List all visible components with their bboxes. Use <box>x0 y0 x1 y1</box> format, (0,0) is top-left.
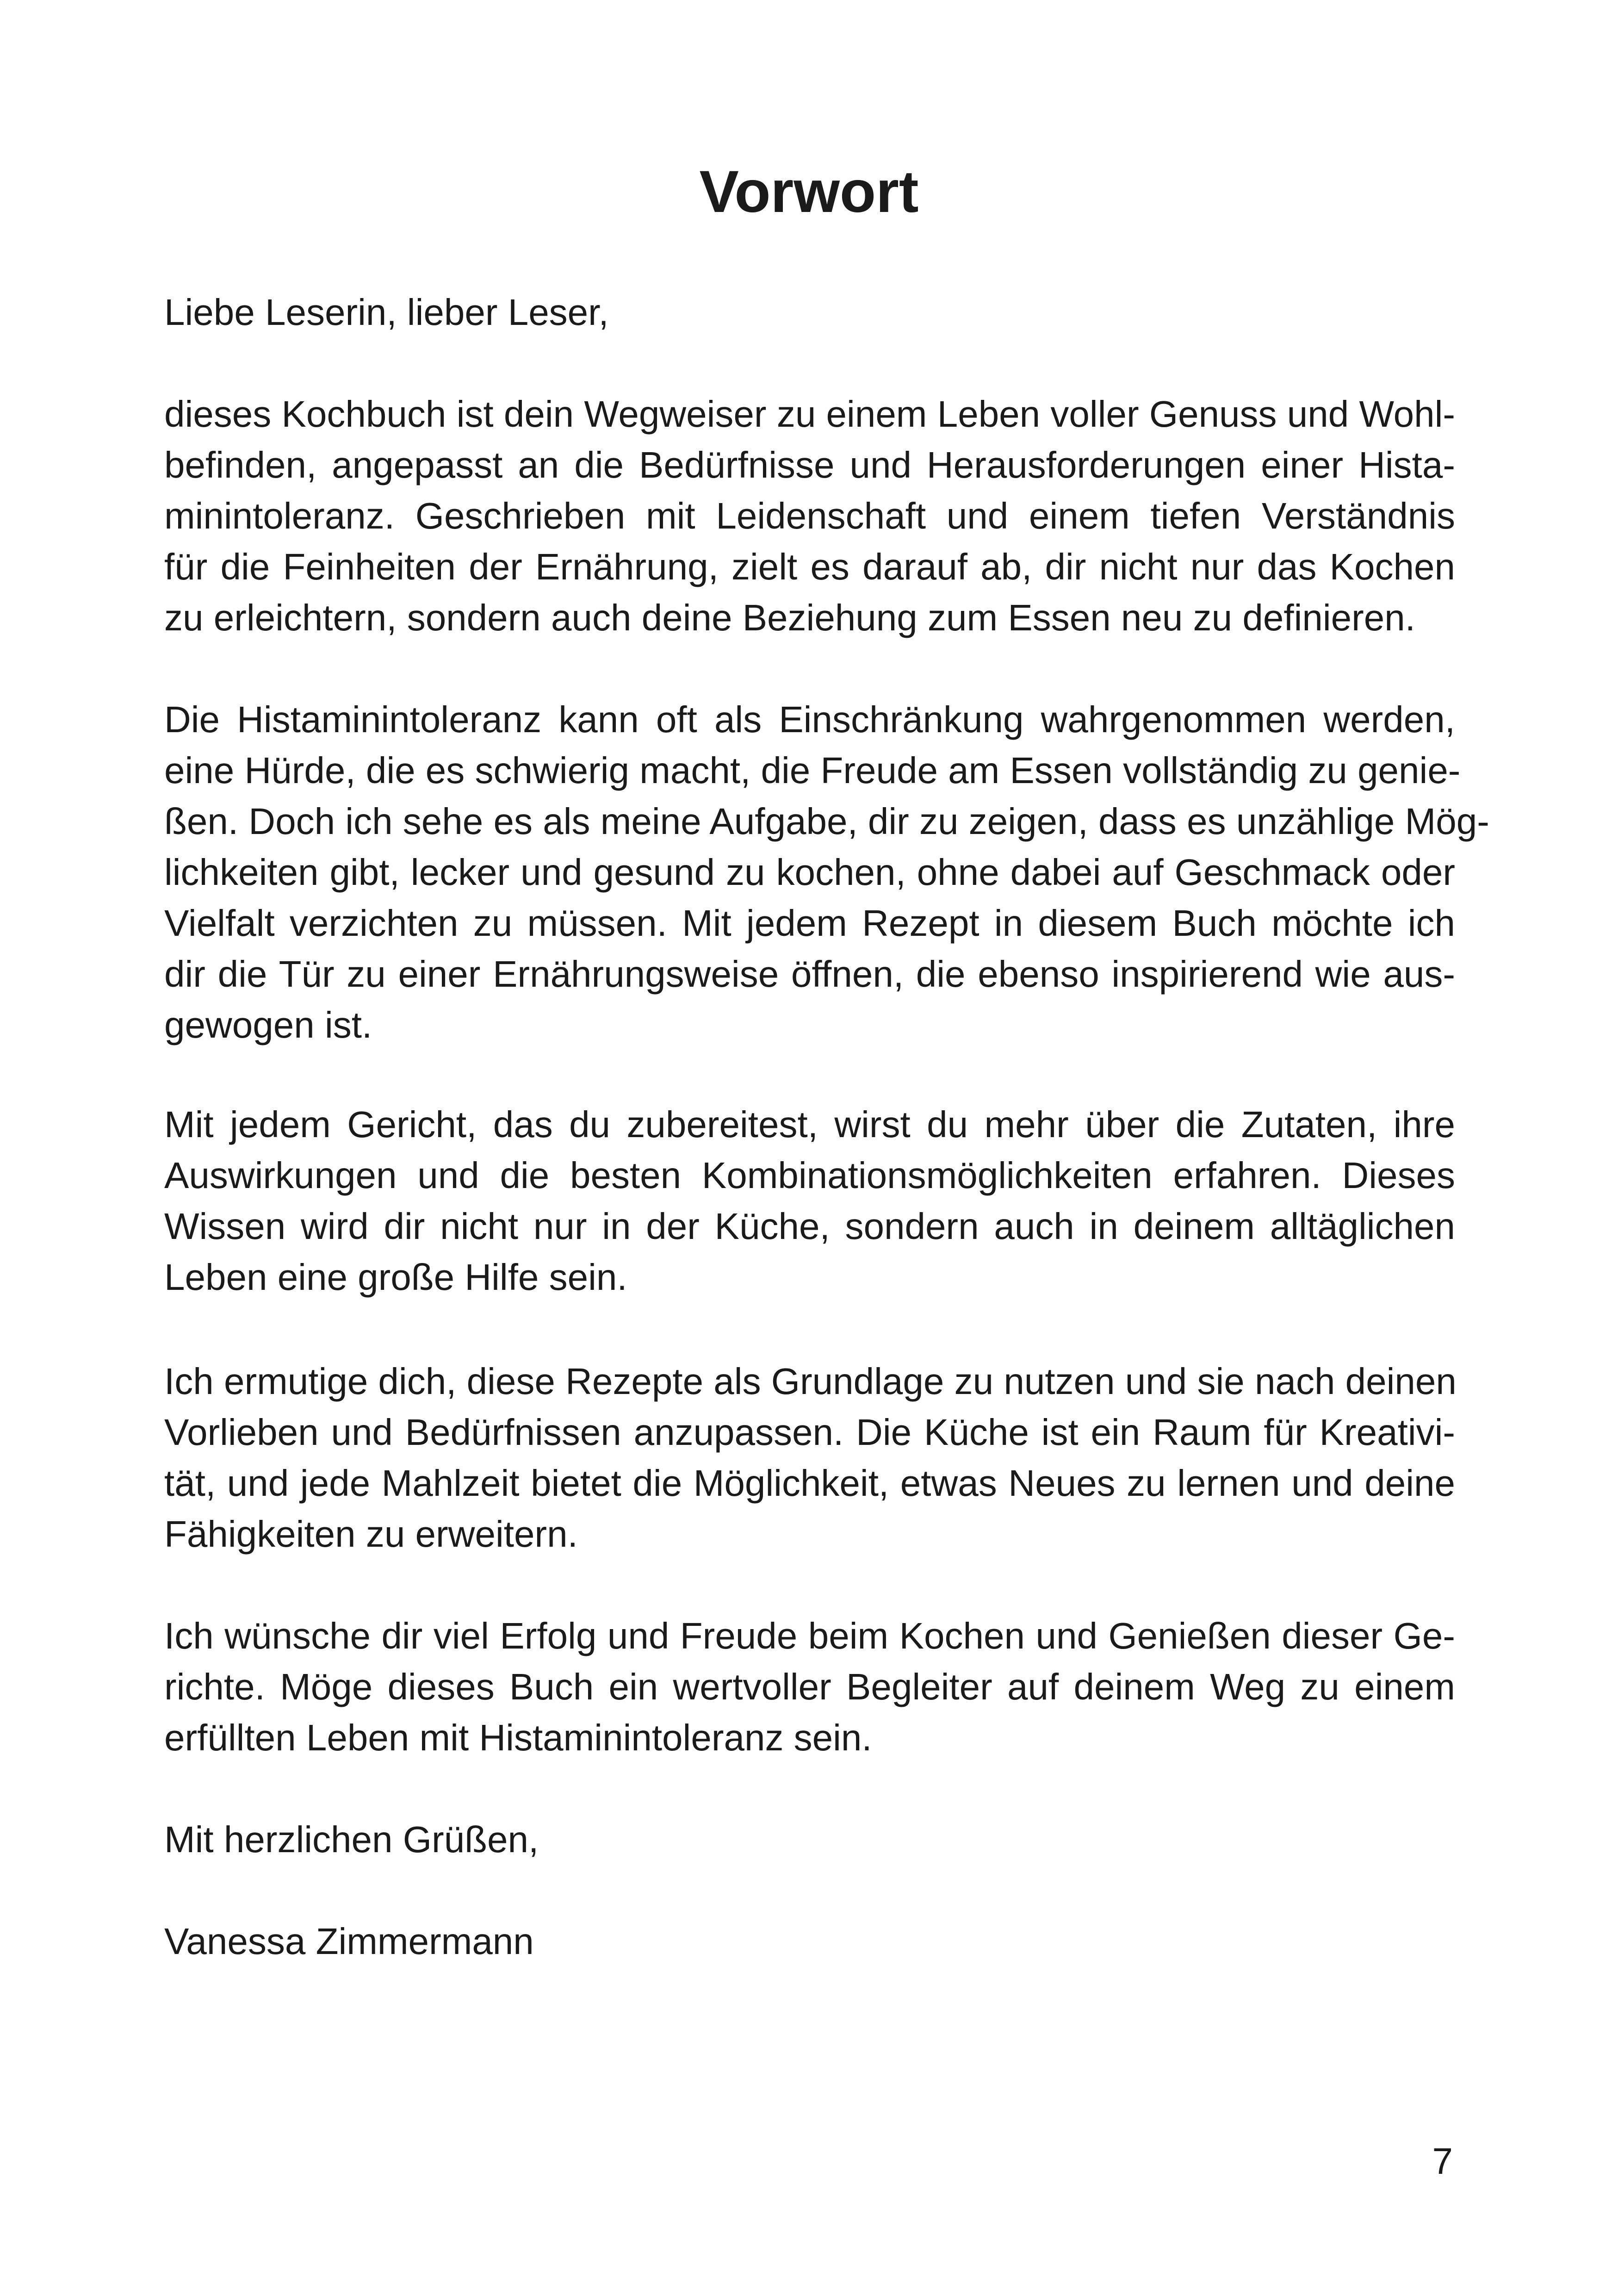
paragraph-2 <box>164 694 1489 1051</box>
paragraph-line: dieses Kochbuch ist dein Wegweiser zu einem Leben voller Genuss und Wohl- <box>164 393 1455 435</box>
paragraph-line: Wissen wird dir nicht nur in der Küche, sondern auch in deinem alltäglichen <box>164 1206 1455 1247</box>
paragraph-line: erfüllten Leben mit Histaminintoleranz sein. <box>164 1717 872 1758</box>
paragraph-line: Fähigkeiten zu erweitern. <box>164 1513 578 1555</box>
paragraph-line: Mit jedem Gericht, das du zubereitest, wirst du mehr über die Zutaten, ihre <box>164 1104 1455 1145</box>
page-number: 7 <box>1432 2140 1453 2182</box>
page-title: Vorwort <box>699 159 919 225</box>
salutation-text: Liebe Leserin, lieber Leser, <box>164 292 609 333</box>
paragraph-line: befinden, angepasst an die Bedürfnisse und Herausforderungen einer Hista- <box>164 444 1455 485</box>
paragraph-line: dir die Tür zu einer Ernährungsweise öffnen, die ebenso inspirierend wie aus- <box>164 953 1455 995</box>
paragraph-4 <box>164 1356 1455 1560</box>
author-name: Vanessa Zimmermann <box>164 1921 534 1962</box>
paragraph-line: gewogen ist. <box>164 1004 372 1045</box>
paragraph-line: tät, und jede Mahlzeit bietet die Möglichkeit, etwas Neues zu lernen und deine <box>164 1462 1455 1504</box>
author-signature <box>164 1916 1455 1967</box>
paragraph-line: minintoleranz. Geschrieben mit Leidenschaft und einem tiefen Verständnis <box>164 495 1455 536</box>
paragraph-line: Vielfalt verzichten zu müssen. Mit jedem Rezept in diesem Buch möchte ich <box>164 902 1455 944</box>
salutation <box>164 287 1455 338</box>
paragraph-line: Ich wünsche dir viel Erfolg und Freude beim Kochen und Genießen dieser Ge- <box>164 1615 1455 1656</box>
paragraph-line: Ich ermutige dich, diese Rezepte als Grundlage zu nutzen und sie nach deinen <box>164 1361 1457 1402</box>
paragraph-line: lichkeiten gibt, lecker und gesund zu kochen, ohne dabei auf Geschmack oder <box>164 852 1455 893</box>
paragraph-line: Auswirkungen und die besten Kombinationsmöglichkeiten erfahren. Dieses <box>164 1155 1455 1196</box>
paragraph-1 <box>164 389 1455 643</box>
paragraph-line: richte. Möge dieses Buch ein wertvoller Begleiter auf deinem Weg zu einem <box>164 1666 1455 1707</box>
paragraph-line: eine Hürde, die es schwierig macht, die Freude am Essen vollständig zu genie- <box>164 750 1461 791</box>
closing <box>164 1814 1455 1865</box>
paragraph-line: Leben eine große Hilfe sein. <box>164 1257 627 1298</box>
paragraph-line: Vorlieben und Bedürfnissen anzupassen. Die Küche ist ein Raum für Kreativi- <box>164 1412 1455 1453</box>
paragraph-line: ßen. Doch ich sehe es als meine Aufgabe, dir zu zeigen, dass es unzählige Mög- <box>164 801 1489 842</box>
paragraph-3 <box>164 1099 1455 1303</box>
paragraph-line: für die Feinheiten der Ernährung, zielt es darauf ab, dir nicht nur das Kochen <box>164 546 1455 587</box>
paragraph-line: zu erleichtern, sondern auch deine Beziehung zum Essen neu zu definieren. <box>164 597 1415 638</box>
paragraph-line: Die Histaminintoleranz kann oft als Einschränkung wahrgenommen werden, <box>164 699 1455 740</box>
paragraph-5 <box>164 1611 1455 1763</box>
closing-text: Mit herzlichen Grüßen, <box>164 1819 539 1860</box>
